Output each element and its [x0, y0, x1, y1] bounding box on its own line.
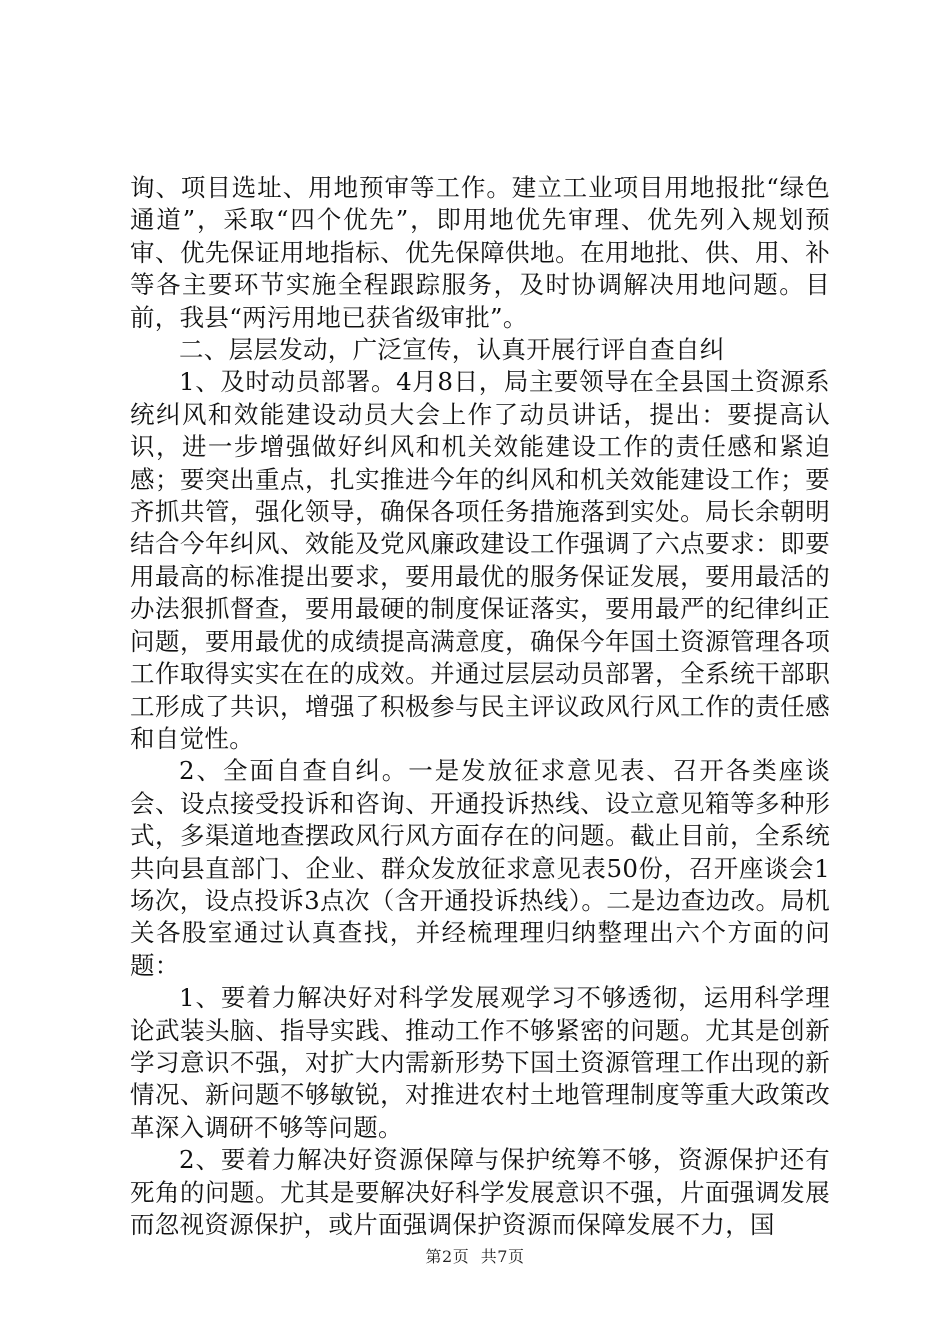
paragraph-continued: 询、项目选址、用地预审等工作。建立工业项目用地报批“绿色通道”，采取“四个优先”，即用地优先审理、优先列入规划预审、优先保证用地指标、优先保障供地。在用地批、供、用、补等各主要环节实施全程跟踪服务，及时协调解决用地问题。目前，我县“两污用地已获省级审批”。 [130, 173, 831, 332]
page-footer [0, 1244, 950, 1267]
section-heading: 二、层层发动，广泛宣传，认真开展行评自查自纠 [179, 335, 725, 365]
document-body [130, 172, 830, 1241]
paragraph-mobilization: 1、及时动员部署。4月8日，局主要领导在全县国土资源系统纠风和效能建设动员大会上作了动员讲话，提出：要提高认识，进一步增强做好纠风和机关效能建设工作的责任感和紧迫感；要突出重点，扎实推进今年的纠风和机关效能建设工作；要齐抓共管，强化领导，确保各项任务措施落到实处。局长余朝明结合今年纠风、效能及党风廉政建设工作强调了六点要求：即要用最高的标准提出要求，要用最优的服务保证发展，要用最活的办法狠抓督查，要用最硬的制度保证落实，要用最严的纪律纠正问题，要用最优的成绩提高满意度，确保今年国土资源管理各项工作取得实实在在的成效。并通过层层动员部署，全系统干部职工形成了共识，增强了积极参与民主评议政风行风工作的责任感和自觉性。 [130, 367, 830, 753]
paragraph-problem-1: 1、要着力解决好对科学发展观学习不够透彻，运用科学理论武装头脑、指导实践、推动工作不够紧密的问题。尤其是创新学习意识不强，对扩大内需新形势下国土资源管理工作出现的新情况、新问题不够敏锐，对推进农村土地管理制度等重大政策改革深入调研不够等问题。 [130, 983, 830, 1142]
paragraph-self-inspection: 2、全面自查自纠。一是发放征求意见表、召开各类座谈会、设点接受投诉和咨询、开通投诉热线、设立意见箱等多种形式，多渠道地查摆政风行风方面存在的问题。截止目前，全系统共向县直部门、企业、群众发放征求意见表50份，召开座谈会1场次，设点投诉3点次（含开通投诉热线）。二是边查边改。局机关各股室通过认真查找，并经梳理理归纳整理出六个方面的问题： [130, 756, 830, 980]
page-total: 共7页 [480, 1247, 525, 1266]
page-number: 第2页 [425, 1247, 470, 1266]
paragraph-problem-2: 2、要着力解决好资源保障与保护统筹不够，资源保护还有死角的问题。尤其是要解决好科学发展意识不强，片面强调发展而忽视资源保护，或片面强调保护资源而保障发展不力，国 [130, 1145, 830, 1239]
